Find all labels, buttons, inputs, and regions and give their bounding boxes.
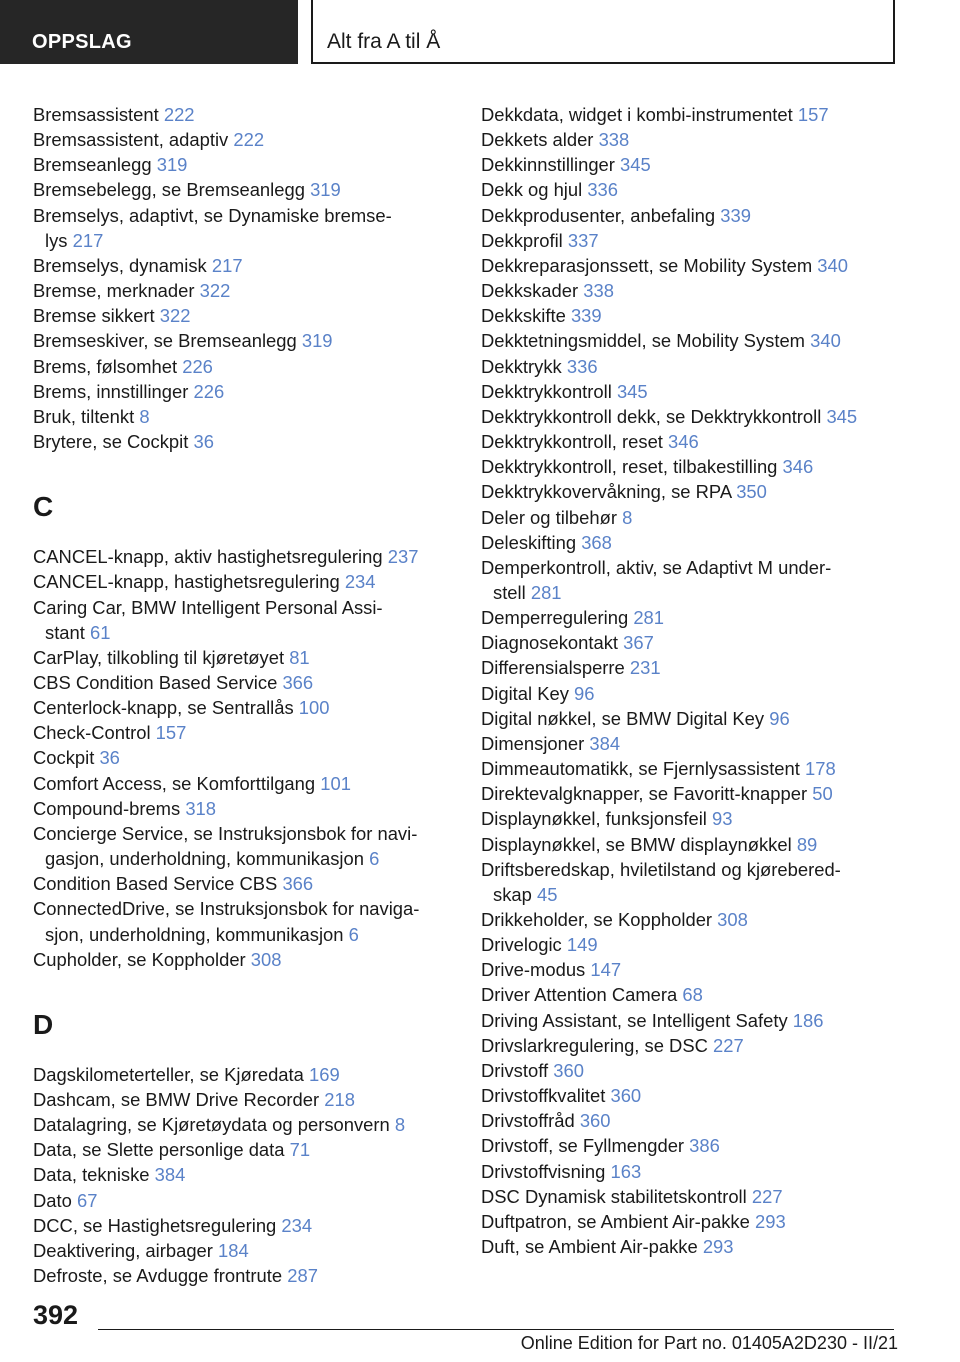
page-reference-link[interactable]: 218 [324, 1089, 355, 1110]
page-reference-link[interactable]: 293 [702, 1236, 734, 1258]
page-reference-link[interactable]: 346 [782, 456, 814, 478]
index-term: Direktevalgknapper, se Favoritt-knapper [481, 783, 808, 805]
index-term: Dekkskader [481, 280, 579, 302]
page-reference-link[interactable]: 227 [713, 1034, 744, 1056]
index-term-continued: stant [45, 621, 85, 643]
index-entry [481, 832, 941, 857]
page-reference-link[interactable]: 366 [282, 873, 314, 895]
index-entry [33, 695, 473, 720]
index-term: Dekkdata, widget i kombi-instrumentet [481, 104, 793, 125]
index-term: DSC Dynamisk stabilitetskontroll [481, 1185, 747, 1207]
page-reference-link[interactable]: 226 [193, 380, 225, 402]
page-reference-link[interactable]: 340 [810, 330, 841, 352]
index-entry [33, 152, 473, 177]
index-term: Dagskilometerteller, se Kjøredata [33, 1063, 304, 1085]
index-entry [33, 303, 473, 328]
index-term: Dimensjoner [481, 732, 585, 754]
index-entry [33, 896, 473, 946]
index-term: Bremselys, dynamisk [33, 254, 207, 276]
page-reference-link[interactable]: 231 [629, 657, 661, 679]
index-entry [481, 1209, 941, 1234]
index-term: Demperkontroll, aktiv, se Adaptivt M under- [481, 556, 832, 578]
page-reference-link[interactable]: 339 [720, 204, 751, 226]
page-reference-link[interactable]: 68 [682, 984, 703, 1006]
index-term: Concierge Service, se Instruksjonsbok for navi- [33, 822, 418, 844]
index-term: Dekktetningsmiddel, se Mobility System [481, 330, 806, 352]
page-reference-link[interactable]: 368 [581, 531, 612, 553]
index-term: Caring Car, BMW Intelligent Personal Assi- [33, 596, 383, 618]
page-reference-link[interactable]: 322 [159, 305, 191, 327]
index-entry [33, 177, 473, 202]
index-entry [33, 595, 473, 645]
index-entry [481, 1008, 941, 1033]
index-term: Bruk, tiltenkt [33, 405, 135, 427]
index-entry [33, 1137, 473, 1162]
index-term: Brems, følsomhet [33, 355, 178, 377]
index-entry [481, 1133, 941, 1158]
index-term: Drivstoffvisning [481, 1160, 606, 1182]
index-term: Brems, innstillinger [33, 380, 189, 402]
index-entry [481, 228, 941, 253]
index-term: Dekktrykkontroll dekk, se Dekktrykkontroll [481, 405, 822, 427]
page-reference-link[interactable]: 100 [298, 697, 330, 719]
index-entry [481, 1159, 941, 1184]
index-term: Dekkinnstillinger [481, 154, 615, 176]
index-term: Bremseanlegg [33, 154, 152, 176]
index-term-continued: sjon, underholdning, kommunikasjon [45, 923, 344, 945]
index-entry [33, 670, 473, 695]
page-reference-link[interactable]: 8 [394, 1114, 406, 1136]
index-term: CarPlay, tilkobling til kjøretøyet [33, 646, 285, 668]
index-entry [481, 203, 941, 228]
index-term: Diagnosekontakt [481, 632, 618, 654]
index-entry [33, 871, 473, 896]
page-reference-link[interactable]: 281 [530, 581, 562, 603]
index-entry [481, 152, 941, 177]
index-term: Dekktrykkontroll, reset, tilbakestilling [481, 456, 778, 478]
page-reference-link[interactable]: 350 [736, 481, 767, 503]
index-letter-heading: C [33, 491, 54, 523]
page-reference-link[interactable]: 6 [369, 848, 380, 870]
index-term: Cupholder, se Koppholder [33, 948, 246, 970]
page-reference-link[interactable]: 340 [817, 254, 848, 276]
index-entry [33, 1087, 473, 1112]
page-reference-link[interactable]: 50 [812, 783, 833, 805]
index-term: Drivstoff [481, 1059, 549, 1081]
index-entry [33, 203, 473, 253]
page-reference-link[interactable]: 217 [72, 229, 104, 251]
page-reference-link[interactable]: 337 [567, 229, 599, 251]
index-entry [481, 177, 941, 202]
index-term: Drivstoffkvalitet [481, 1085, 606, 1107]
index-term: Data, se Slette personlige data [33, 1139, 285, 1161]
page-reference-link[interactable]: 237 [387, 546, 419, 568]
section-title: OPPSLAG [32, 31, 132, 53]
index-term: Defroste, se Avdugge frontrute [33, 1265, 283, 1287]
index-term: Datalagring, se Kjøretøydata og personvern [33, 1114, 390, 1136]
page-reference-link[interactable]: 345 [826, 405, 858, 427]
index-term: Bremsassistent [33, 104, 159, 125]
index-entry [481, 731, 941, 756]
index-entry [33, 796, 473, 821]
index-entry [33, 645, 473, 670]
page-reference-link[interactable]: 186 [792, 1009, 824, 1031]
page-reference-link[interactable]: 6 [348, 923, 359, 945]
page-reference-link[interactable]: 336 [566, 355, 598, 377]
index-term: Duftpatron, se Ambient Air-pakke [481, 1210, 750, 1232]
page-reference-link[interactable]: 8 [622, 506, 633, 528]
page-reference-link[interactable]: 8 [139, 405, 150, 427]
page-reference-link[interactable]: 384 [154, 1164, 186, 1186]
index-entry [33, 1263, 473, 1288]
index-column-left [33, 102, 473, 1288]
index-term: Bremsassistent, adaptiv [33, 129, 229, 151]
page-reference-link[interactable]: 89 [796, 833, 818, 855]
index-entry [481, 857, 941, 907]
page-reference-link[interactable]: 157 [797, 104, 829, 125]
page-reference-link[interactable]: 178 [805, 758, 836, 780]
index-term: Bremse, merknader [33, 280, 195, 302]
index-entry [481, 630, 941, 655]
index-entry [33, 720, 473, 745]
index-entry [481, 530, 941, 555]
index-entry [481, 1234, 941, 1259]
page-reference-link[interactable]: 157 [155, 722, 187, 744]
page-reference-link[interactable]: 322 [199, 280, 231, 302]
chapter-title: Alt fra A til Å [327, 30, 441, 53]
chapter-header [311, 0, 895, 64]
index-term: Dekk og hjul [481, 179, 583, 201]
index-term: Dekkets alder [481, 129, 594, 151]
page-reference-link[interactable]: 287 [287, 1265, 318, 1287]
index-entry [33, 354, 473, 379]
index-entry [481, 781, 941, 806]
section-tab [0, 0, 298, 64]
index-entry [481, 253, 941, 278]
page-reference-link[interactable]: 366 [282, 671, 314, 693]
page-reference-link[interactable]: 308 [250, 948, 282, 970]
index-entry [481, 932, 941, 957]
index-entry [33, 278, 473, 303]
index-entry [33, 102, 473, 127]
page-reference-link[interactable]: 222 [163, 104, 195, 125]
index-entry [33, 253, 473, 278]
index-term-continued: gasjon, underholdning, kommunikasjon [45, 848, 364, 870]
index-entry [481, 1184, 941, 1209]
index-term: Deler og tilbehør [481, 506, 617, 528]
index-term: Dekktrykkontroll [481, 380, 612, 402]
index-term: Dekkprofil [481, 229, 563, 251]
index-term: Digital nøkkel, se BMW Digital Key [481, 707, 765, 729]
page-reference-link[interactable]: 384 [589, 732, 621, 754]
index-term: Comfort Access, se Komforttilgang [33, 772, 316, 794]
page-reference-link[interactable]: 163 [610, 1160, 642, 1182]
page-reference-link[interactable]: 345 [620, 154, 651, 176]
page-reference-link[interactable]: 226 [182, 355, 213, 377]
index-term: Digital Key [481, 682, 569, 704]
page-reference-link[interactable]: 234 [281, 1214, 313, 1236]
index-term-continued: skap [493, 883, 532, 905]
index-entry [481, 555, 941, 605]
index-entry [33, 127, 473, 152]
page-reference-link[interactable]: 147 [590, 959, 622, 981]
index-term: CBS Condition Based Service [33, 671, 278, 693]
index-term: Data, tekniske [33, 1164, 150, 1186]
index-term: Dato [33, 1189, 72, 1211]
index-entry [33, 821, 473, 871]
index-entry [481, 1058, 941, 1083]
page-reference-link[interactable]: 234 [344, 571, 376, 593]
index-entry [33, 429, 473, 454]
page-reference-link[interactable]: 338 [583, 280, 614, 302]
index-term: Bremsebelegg, se Bremseanlegg [33, 179, 305, 201]
page-reference-link[interactable]: 346 [668, 431, 699, 453]
index-entry [481, 479, 941, 504]
index-entry [481, 1108, 941, 1133]
index-term: Check-Control [33, 722, 151, 744]
index-entry [481, 1083, 941, 1108]
index-entry [33, 745, 473, 770]
page-reference-link[interactable]: 36 [193, 431, 214, 453]
page-reference-link[interactable]: 184 [218, 1239, 249, 1261]
page-reference-link[interactable]: 169 [309, 1063, 340, 1085]
index-term: CANCEL-knapp, hastighetsregulering [33, 571, 340, 593]
page-reference-link[interactable]: 149 [566, 934, 598, 956]
index-entry [481, 655, 941, 680]
index-term: Drikkeholder, se Koppholder [481, 909, 713, 930]
index-term: Dekkprodusenter, anbefaling [481, 204, 716, 226]
index-term: Drivstoffråd [481, 1110, 575, 1132]
page-reference-link[interactable]: 386 [689, 1135, 720, 1157]
page-reference-link[interactable]: 96 [574, 682, 595, 704]
index-term: Driftsberedskap, hviletilstand og kjørebered- [481, 858, 841, 880]
index-term: Drive-modus [481, 959, 586, 981]
index-term: Drivelogic [481, 934, 562, 956]
index-term: CANCEL-knapp, aktiv hastighetsregulering [33, 546, 383, 568]
index-entry [481, 127, 941, 152]
index-term: Displaynøkkel, funksjonsfeil [481, 808, 707, 830]
page-reference-link[interactable]: 319 [301, 330, 333, 352]
page-reference-link[interactable]: 81 [289, 646, 310, 668]
index-entry [33, 328, 473, 353]
index-entry [481, 404, 941, 429]
index-term: Dimmeautomatikk, se Fjernlysassistent [481, 758, 800, 780]
index-term: Compound-brems [33, 797, 181, 819]
index-term: Dekktrykk [481, 355, 562, 377]
index-term: Driving Assistant, se Intelligent Safety [481, 1009, 788, 1031]
footer-divider [98, 1329, 894, 1330]
index-entry [481, 429, 941, 454]
index-entry [481, 907, 941, 932]
index-term: Centerlock-knapp, se Sentrallås [33, 697, 294, 719]
index-entry [481, 982, 941, 1007]
index-entry [481, 303, 941, 328]
page-reference-link[interactable]: 345 [616, 380, 648, 402]
index-entry [33, 404, 473, 429]
index-entry [481, 806, 941, 831]
page-reference-link[interactable]: 367 [623, 632, 654, 654]
page-reference-link[interactable]: 96 [769, 707, 790, 729]
index-entry [481, 1033, 941, 1058]
page-reference-link[interactable]: 217 [211, 254, 243, 276]
index-entry [33, 379, 473, 404]
index-term: Deaktivering, airbager [33, 1239, 213, 1261]
index-entry [481, 354, 941, 379]
page-reference-link[interactable]: 319 [310, 179, 341, 201]
index-entry [33, 1188, 473, 1213]
index-entry [481, 957, 941, 982]
index-term: Demperregulering [481, 607, 629, 629]
index-term: Deleskifting [481, 531, 577, 553]
index-entry [33, 1213, 473, 1238]
page-reference-link[interactable]: 71 [289, 1139, 311, 1161]
page-reference-link[interactable]: 293 [754, 1210, 786, 1232]
index-term: Bremseskiver, se Bremseanlegg [33, 330, 297, 352]
index-entry [481, 706, 941, 731]
page-reference-link[interactable]: 319 [156, 154, 188, 176]
page-reference-link[interactable]: 360 [553, 1059, 584, 1081]
index-entry [481, 379, 941, 404]
page-reference-link[interactable]: 36 [99, 747, 120, 769]
index-letter-heading: D [33, 1008, 54, 1040]
page-reference-link[interactable]: 360 [579, 1110, 611, 1132]
index-term: Cockpit [33, 747, 95, 769]
index-entry [33, 1238, 473, 1263]
index-entry [33, 1162, 473, 1187]
page-reference-link[interactable]: 61 [90, 621, 111, 643]
index-term: Bremselys, adaptivt, se Dynamiske bremse- [33, 204, 392, 226]
index-entry [481, 328, 941, 353]
index-entry [481, 278, 941, 303]
index-entry [481, 756, 941, 781]
page-reference-link[interactable]: 339 [570, 305, 602, 327]
edition-note: Online Edition for Part no. 01405A2D230 - II/21 [520, 1333, 898, 1353]
page-reference-link[interactable]: 93 [712, 808, 733, 830]
index-term: Condition Based Service CBS [33, 873, 278, 895]
index-entry [481, 102, 941, 127]
index-term: Dekkskifte [481, 305, 566, 327]
page-reference-link[interactable]: 222 [233, 129, 265, 151]
index-entry [33, 544, 473, 569]
index-entry [33, 1112, 473, 1137]
index-term: Driver Attention Camera [481, 984, 678, 1006]
index-term: DCC, se Hastighetsregulering [33, 1214, 277, 1236]
index-entry [33, 1062, 473, 1087]
page-reference-link[interactable]: 338 [598, 129, 630, 151]
index-term: Displaynøkkel, se BMW displaynøkkel [481, 833, 792, 855]
index-term: Duft, se Ambient Air-pakke [481, 1236, 698, 1258]
page-reference-link[interactable]: 45 [536, 883, 558, 905]
index-term: Bremse sikkert [33, 305, 155, 327]
page-reference-link[interactable]: 318 [185, 797, 217, 819]
index-entry [33, 947, 473, 972]
page-reference-link[interactable]: 281 [633, 607, 665, 629]
page-reference-link[interactable]: 336 [587, 179, 619, 201]
index-entry [481, 605, 941, 630]
index-entry [481, 505, 941, 530]
page-reference-link[interactable]: 101 [320, 772, 351, 794]
index-term: Dekktrykkontroll, reset [481, 431, 663, 453]
page-reference-link[interactable]: 308 [717, 909, 748, 930]
index-entry [33, 771, 473, 796]
index-term: Dekkreparasjonssett, se Mobility System [481, 254, 813, 276]
index-entry [481, 454, 941, 479]
index-column-right [481, 102, 941, 1259]
index-term-continued: lys [45, 229, 68, 251]
index-term: Dashcam, se BMW Drive Recorder [33, 1089, 320, 1110]
page-number: 392 [33, 1300, 79, 1330]
page-reference-link[interactable]: 360 [610, 1085, 642, 1107]
index-term-continued: stell [493, 581, 526, 603]
index-term: Differensialsperre [481, 657, 625, 679]
index-entry [481, 681, 941, 706]
page-reference-link[interactable]: 227 [751, 1185, 783, 1207]
index-entry [33, 569, 473, 594]
index-term: Drivslarkregulering, se DSC [481, 1034, 708, 1056]
page-reference-link[interactable]: 67 [76, 1189, 98, 1211]
index-term: ConnectedDrive, se Instruksjonsbok for naviga- [33, 898, 420, 920]
index-term: Dekktrykkovervåkning, se RPA [481, 481, 732, 503]
index-term: Brytere, se Cockpit [33, 431, 189, 453]
index-term: Drivstoff, se Fyllmengder [481, 1135, 685, 1157]
